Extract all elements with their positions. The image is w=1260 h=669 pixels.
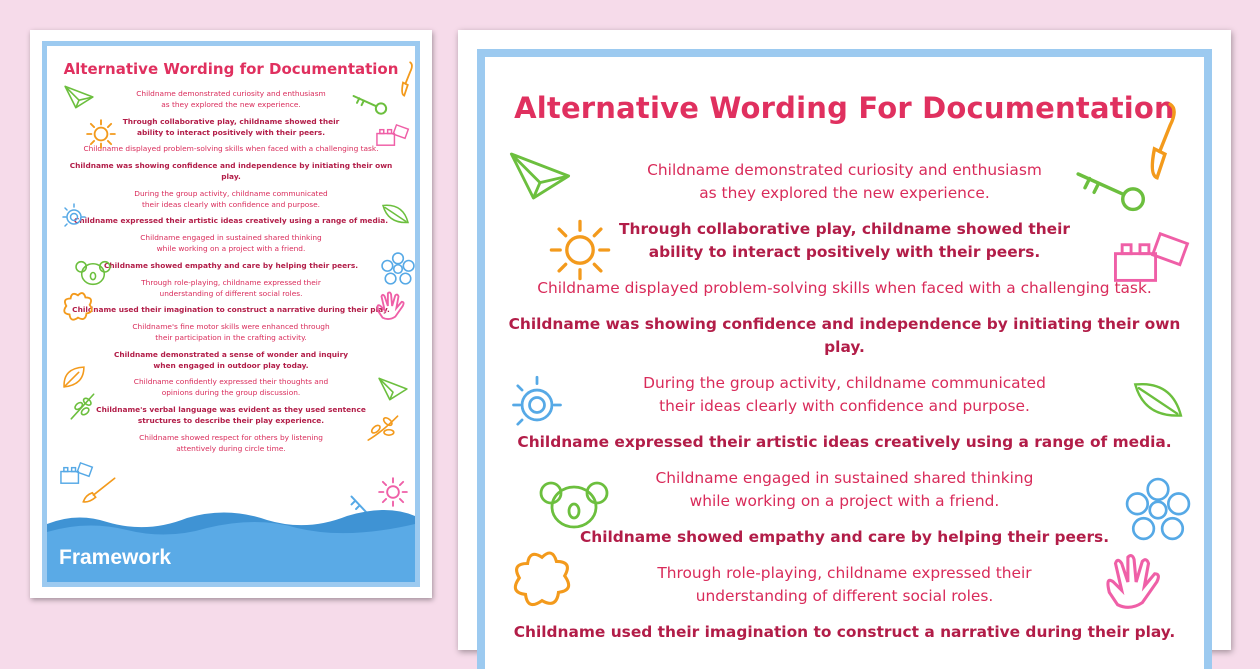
key-icon — [349, 92, 389, 116]
large-poster-title: Alternative Wording For Documentation — [514, 91, 1175, 125]
koala-icon — [75, 258, 111, 288]
small-phrase: Childname engaged in sustained shared thinking while working on a project with a friend. — [140, 233, 322, 254]
brand-logo-text: Framework — [59, 546, 172, 569]
wave-footer — [47, 502, 415, 582]
hand-icon — [373, 290, 407, 322]
small-phrase: Childname used their imagination to construct a narrative during their play. — [72, 305, 390, 315]
key-icon — [1069, 167, 1149, 213]
small-poster-items — [69, 88, 393, 459]
large-poster-preview[interactable] — [458, 30, 1231, 650]
large-phrase: Childname displayed problem-solving skills when faced with a challenging task. — [537, 279, 1152, 297]
small-phrase: Childname showed respect for others by listening attentively during circle time. — [139, 432, 323, 453]
leaf-outline-icon — [61, 364, 87, 390]
large-phrase: During the group activity, childname communicated their ideas clearly with confidence and purpose. — [643, 374, 1046, 415]
small-phrase: Childname demonstrated curiosity and enthusiasm as they explored the new experience. — [136, 89, 326, 109]
small-phrase: Childname expressed their artistic ideas creatively using a range of media. — [73, 216, 389, 226]
small-phrase: Childname confidently expressed their thoughts and opinions during the group discussion. — [133, 377, 329, 398]
large-phrase: Through collaborative play, childname showed their ability to interact positively with their peers. — [619, 220, 1070, 261]
small-phrase: Childname showed empathy and care by helping their peers. — [103, 260, 359, 270]
koala-icon — [539, 477, 609, 533]
paintbrush-icon — [397, 60, 415, 98]
large-phrase: Through role-playing, childname expressed their understanding of different social roles. — [657, 564, 1032, 605]
spiral-icon — [505, 373, 569, 437]
flower-icon — [381, 252, 415, 286]
blob-flower-icon — [61, 290, 95, 324]
branch-icon — [67, 390, 99, 422]
sun-icon — [85, 118, 117, 150]
small-poster-frame — [42, 41, 420, 587]
large-poster-frame — [477, 49, 1212, 669]
blob-flower-icon — [509, 547, 575, 613]
sun-icon — [547, 217, 613, 283]
spiral-icon — [59, 202, 89, 232]
building-blocks-icon — [375, 122, 409, 148]
leaf-icon — [1131, 379, 1187, 421]
paper-plane-icon — [507, 149, 573, 203]
small-poster-title: Alternative Wording for Documentation — [63, 60, 399, 78]
small-phrase: Childname displayed problem-solving skills when faced with a challenging task. — [83, 144, 379, 154]
small-phrase: During the group activity, childname communicated their ideas clearly with confidence and purpose. — [134, 188, 328, 209]
small-phrase: Through collaborative play, childname showed their ability to interact positively with their peers. — [122, 116, 340, 137]
hand-icon — [1099, 551, 1165, 613]
large-phrase: Childname showed empathy and care by helping their peers. — [579, 528, 1110, 546]
paper-plane-icon — [377, 376, 409, 402]
small-phrase: Childname was showing confidence and independence by initiating their own play. — [69, 161, 393, 182]
large-phrase: Childname demonstrated curiosity and enthusiasm as they explored the new experience. — [647, 161, 1042, 202]
small-phrase: Childname demonstrated a sense of wonder and inquiry when engaged in outdoor play today. — [113, 349, 349, 370]
small-phrase: Through role-playing, childname expressed their understanding of different social roles. — [141, 277, 321, 298]
small-phrase: Childname's fine motor skills were enhanced through their participation in the crafting activity. — [132, 321, 330, 342]
paintbrush-icon — [81, 476, 117, 504]
large-phrase: Childname used their imagination to construct a narrative during their play. — [513, 623, 1176, 641]
small-poster-preview[interactable] — [30, 30, 432, 598]
flower-branch-icon — [365, 410, 403, 444]
large-phrase: Childname was showing confidence and independence by initiating their own play. — [508, 315, 1181, 356]
large-phrase: Childname expressed their artistic ideas creatively using a range of media. — [517, 433, 1172, 451]
small-phrase: Childname's verbal language was evident as they used sentence structures to describe their play experience. — [96, 404, 366, 425]
large-phrase: Childname engaged in sustained shared thinking while working on a project with a friend. — [655, 469, 1034, 510]
leaf-icon — [381, 202, 411, 226]
flower-icon — [1125, 477, 1191, 543]
building-blocks-icon — [1111, 229, 1189, 285]
paper-plane-icon — [63, 84, 95, 110]
